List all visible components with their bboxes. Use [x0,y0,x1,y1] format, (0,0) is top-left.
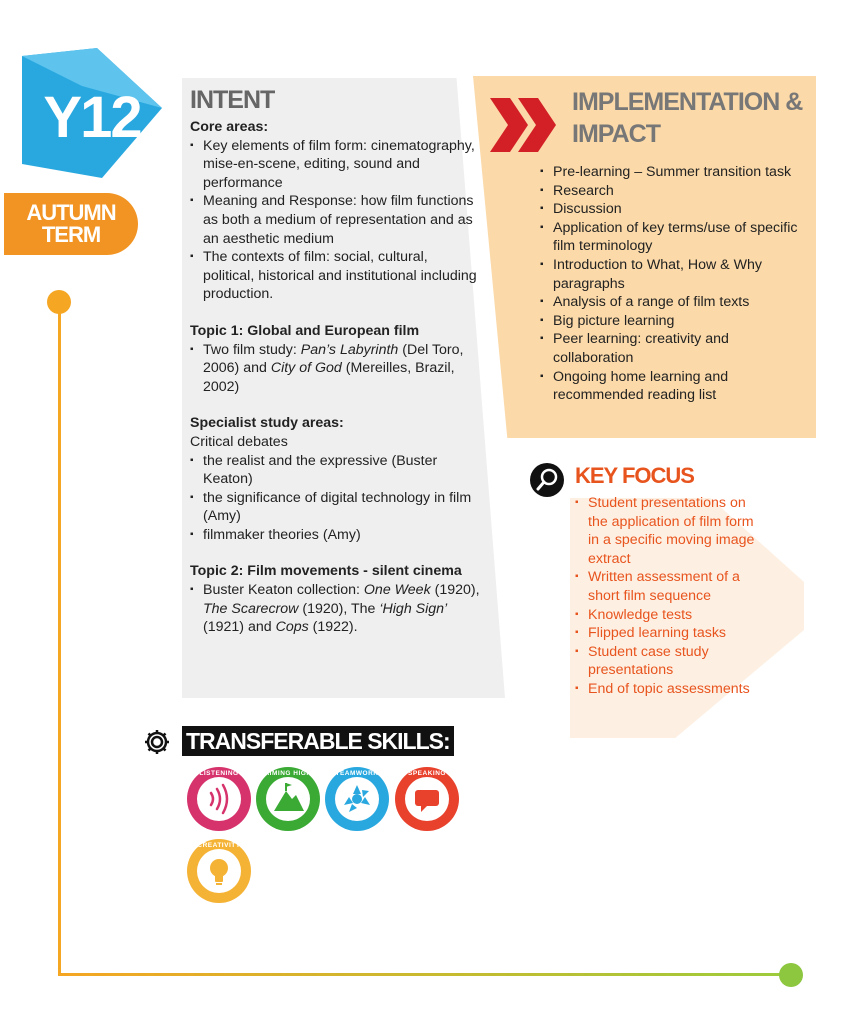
topic2-heading: Topic 2: Film movements - silent cinema [190,563,462,580]
skill-badge-aiming-high [256,767,320,831]
skill-badge-teamwork [325,767,389,831]
timeline-horizontal [58,973,793,976]
chevron-right-icon [488,94,560,156]
skill-label: LISTENING [199,770,239,777]
list-item: ▪ Student presentations on the application of film form in a specific moving image extract [575,494,765,568]
list-item: ▪ filmmaker theories (Amy) [190,526,480,545]
skill-label: CREATIVITY [197,842,241,849]
term-line-2: TERM [41,222,101,247]
specialist-subheading: Critical debates [190,433,288,450]
list-item: ▪ Key elements of film form: cinematography, mise-en-scene, editing, sound and performance [190,137,480,193]
list-item: ▪ Meaning and Response: how film functions as both a medium of representation and as an aesthetic medium [190,192,480,248]
list-item: ▪ Analysis of a range of film texts [540,293,810,312]
specialist-list [190,452,480,545]
list-item: ▪ Peer learning: creativity and collaboration [540,330,810,367]
core-areas-heading: Core areas: [190,119,269,135]
list-item: ▪ Big picture learning [540,312,810,331]
timeline-end-dot [779,963,803,987]
term-badge [4,193,138,255]
skill-badge-speaking [395,767,459,831]
list-item: ▪ The contexts of film: social, cultural, political, historical and institutional including production. [190,248,480,304]
list-item: ▪ Buster Keaton collection: One Week (1920), The Scarecrow (1920), The ‘High Sign’ (1921) and Cops (1922). [190,581,480,637]
key-focus-title: KEY FOCUS [575,463,694,488]
implementation-title [572,86,822,150]
skill-label: AIMING HIGH [264,770,312,777]
skill-label: SPEAKING [408,770,446,777]
magnifier-icon [530,463,564,497]
key-focus-list [575,494,765,699]
gear-icon [142,727,172,757]
lightbulb-icon [187,839,251,903]
list-item: ▪ Two film study: Pan’s Labyrinth (Del Toro, 2006) and City of God (Mereilles, Brazil, 2002) [190,341,480,397]
intent-section [190,86,480,637]
list-item: ▪ Ongoing home learning and recommended reading list [540,368,810,405]
list-item: ▪ Student case study presentations [575,643,765,680]
specialist-heading: Specialist study areas: [190,415,344,432]
timeline-start-dot [47,290,71,314]
list-item: ▪ End of topic assessments [575,680,765,699]
list-item: ▪ the significance of digital technology in film (Amy) [190,489,480,526]
list-item: ▪ Research [540,182,810,201]
list-item: ▪ Flipped learning tasks [575,624,765,643]
speech-bubble-icon [395,767,459,831]
list-item: ▪ Discussion [540,200,810,219]
team-icon [325,767,389,831]
skill-label: TEAMWORK [335,770,379,777]
list-item: ▪ Introduction to What, How & Why paragraphs [540,256,810,293]
transferable-skills-title: TRANSFERABLE SKILLS: [182,726,454,756]
list-item: ▪ Application of key terms/use of specific film terminology [540,219,810,256]
core-areas-list [190,137,480,304]
year-label: Y12 [43,85,141,150]
implementation-list [540,163,810,405]
list-item: ▪ Written assessment of a short film sequence [575,568,765,605]
list-item: ▪ Pre-learning – Summer transition task [540,163,810,182]
topic1-list [190,341,480,397]
sound-waves-icon [187,767,251,831]
skill-badge-creativity [187,839,251,903]
year-badge [22,46,162,181]
mountain-icon [256,767,320,831]
list-item: ▪ Knowledge tests [575,606,765,625]
list-item: ▪ the realist and the expressive (Buster Keaton) [190,452,480,489]
implementation-title-line-1: IMPLEMENTATION & [572,88,803,116]
skill-badge-listening [187,767,251,831]
term-line-1: AUTUMN [26,200,116,225]
topic1-heading: Topic 1: Global and European film [190,322,420,339]
implementation-title-line-2: IMPACT [572,120,660,148]
intent-title: INTENT [190,86,275,114]
topic2-list [190,581,480,637]
timeline-vertical [58,302,61,976]
